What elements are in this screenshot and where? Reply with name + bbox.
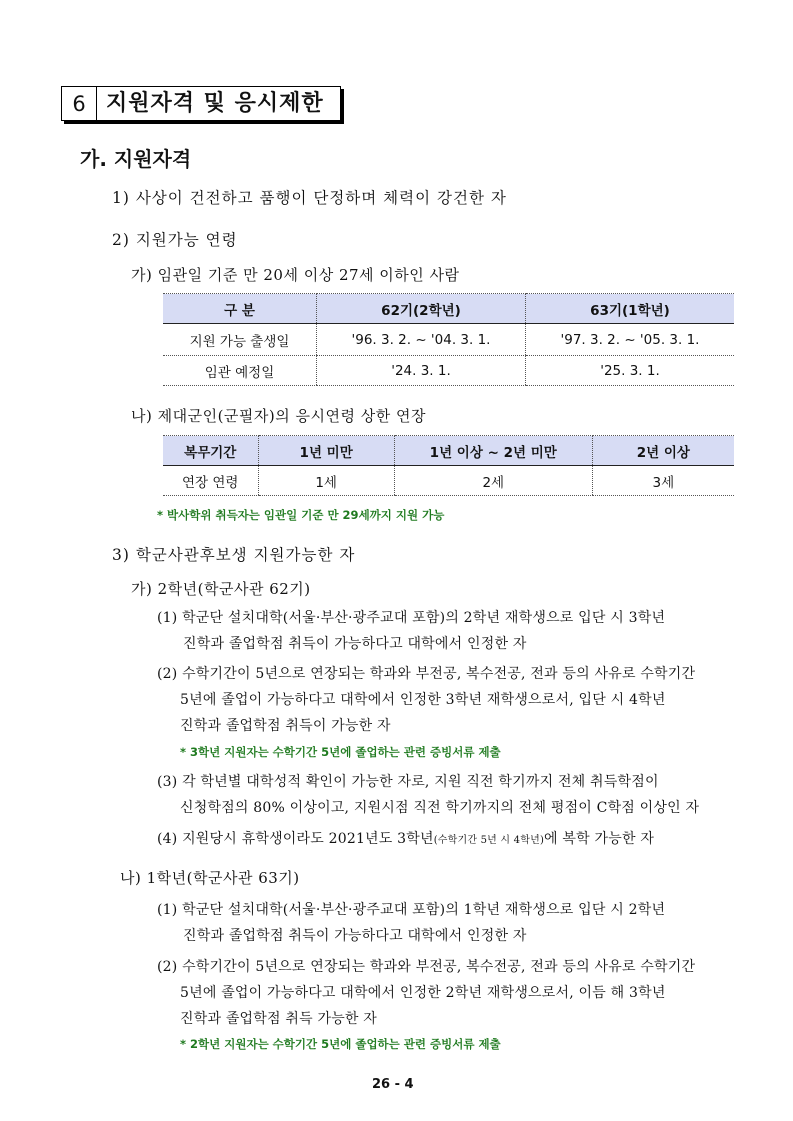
ext-cell: 1세 (258, 466, 394, 496)
age-header-0: 구 분 (163, 294, 317, 324)
age-cell: '25. 3. 1. (526, 356, 735, 386)
grade2-p4-pre: (4) 지원당시 휴학생이라도 2021년도 3학년 (157, 831, 434, 847)
grade2-p1-line2: 진학과 졸업학점 취득이 가능하다고 대학에서 인정한 자 (183, 636, 527, 652)
grade1-p2-line3: 진학과 졸업학점 취득 가능한 자 (180, 1011, 378, 1027)
age-cell: '96. 3. 2. ~ '04. 3. 1. (317, 324, 526, 356)
extension-table (163, 435, 734, 496)
grade2-p3-line2: 신청학점의 80% 이상이고, 지원시점 직전 학기까지의 전체 평점이 C학점 이상인 자 (180, 800, 700, 816)
item-3: 3) 학군사관후보생 지원가능한 자 (112, 546, 356, 564)
age-header-1: 62기(2학년) (317, 294, 526, 324)
item-2-b: 나) 제대군인(군필자)의 응시연령 상한 연장 (131, 407, 426, 425)
grade2-p3-line1: (3) 각 학년별 대학성적 확인이 가능한 자로, 지원 직전 학기까지 전체 취득학점이 (157, 774, 659, 790)
grade1-p2-line2: 5년에 졸업이 가능하다고 대학에서 인정한 2학년 재학생으로서, 이듬 해 3학년 (180, 985, 666, 1001)
age-cell: 임관 예정일 (163, 356, 317, 386)
age-cell: '97. 3. 2. ~ '05. 3. 1. (526, 324, 735, 356)
grade2-note: * 3학년 지원자는 수학기간 5년에 졸업하는 관련 증빙서류 제출 (180, 745, 501, 759)
page-number: 26 - 4 (372, 1077, 414, 1092)
ext-header-2: 1년 이상 ~ 2년 미만 (394, 436, 592, 466)
ext-cell: 연장 연령 (163, 466, 258, 496)
grade2-p2-line3: 진학과 졸업학점 취득이 가능한 자 (180, 718, 391, 734)
section-header (61, 86, 341, 121)
age-header-2: 63기(1학년) (526, 294, 735, 324)
section-title: 지원자격 및 응시제한 (106, 91, 324, 116)
item-1: 1) 사상이 건전하고 품행이 단정하며 체력이 강건한 자 (112, 189, 507, 207)
item-2-a: 가) 임관일 기준 만 20세 이상 27세 이하인 사람 (131, 266, 460, 284)
grade2-p4-post: 에 복학 가능한 자 (544, 831, 655, 847)
ext-header-1: 1년 미만 (258, 436, 394, 466)
grade1-p1-line2: 진학과 졸업학점 취득이 가능하다고 대학에서 인정한 자 (183, 928, 527, 944)
ext-cell: 3세 (592, 466, 734, 496)
grade1-title: 나) 1학년(학군사관 63기) (120, 869, 300, 887)
age-cell: 지원 가능 출생일 (163, 324, 317, 356)
grade2-p2-line1: (2) 수학기간이 5년으로 연장되는 학과와 부전공, 복수전공, 전과 등의 사유로 수학기간 (157, 666, 696, 682)
grade2-title: 가) 2학년(학군사관 62기) (131, 580, 311, 598)
grade2-p4-small: (수학기간 5년 시 4학년) (433, 835, 545, 846)
age-cell: '24. 3. 1. (317, 356, 526, 386)
grade1-p1-line1: (1) 학군단 설치대학(서울·부산·광주교대 포함)의 1학년 재학생으로 입단 시 2학년 (157, 902, 666, 918)
grade2-p1-line1: (1) 학군단 설치대학(서울·부산·광주교대 포함)의 2학년 재학생으로 입단 시 3학년 (157, 610, 666, 626)
grade1-p2-line1: (2) 수학기간이 5년으로 연장되는 학과와 부전공, 복수전공, 전과 등의 사유로 수학기간 (157, 959, 696, 975)
grade1-note: * 2학년 지원자는 수학기간 5년에 졸업하는 관련 증빙서류 제출 (180, 1037, 501, 1051)
age-table (163, 293, 734, 386)
ext-header-0: 복무기간 (163, 436, 258, 466)
ext-header-3: 2년 이상 (592, 436, 734, 466)
grade2-p2-line2: 5년에 졸업이 가능하다고 대학에서 인정한 3학년 재학생으로서, 입단 시 4학년 (180, 692, 666, 708)
note-phd: * 박사학위 취득자는 임관일 기준 만 29세까지 지원 가능 (157, 508, 445, 522)
subsection-title: 가. 지원자격 (80, 147, 192, 171)
section-number: 6 (62, 87, 97, 120)
item-2: 2) 지원가능 연령 (112, 231, 238, 249)
ext-cell: 2세 (394, 466, 592, 496)
grade2-p4 (157, 828, 654, 848)
